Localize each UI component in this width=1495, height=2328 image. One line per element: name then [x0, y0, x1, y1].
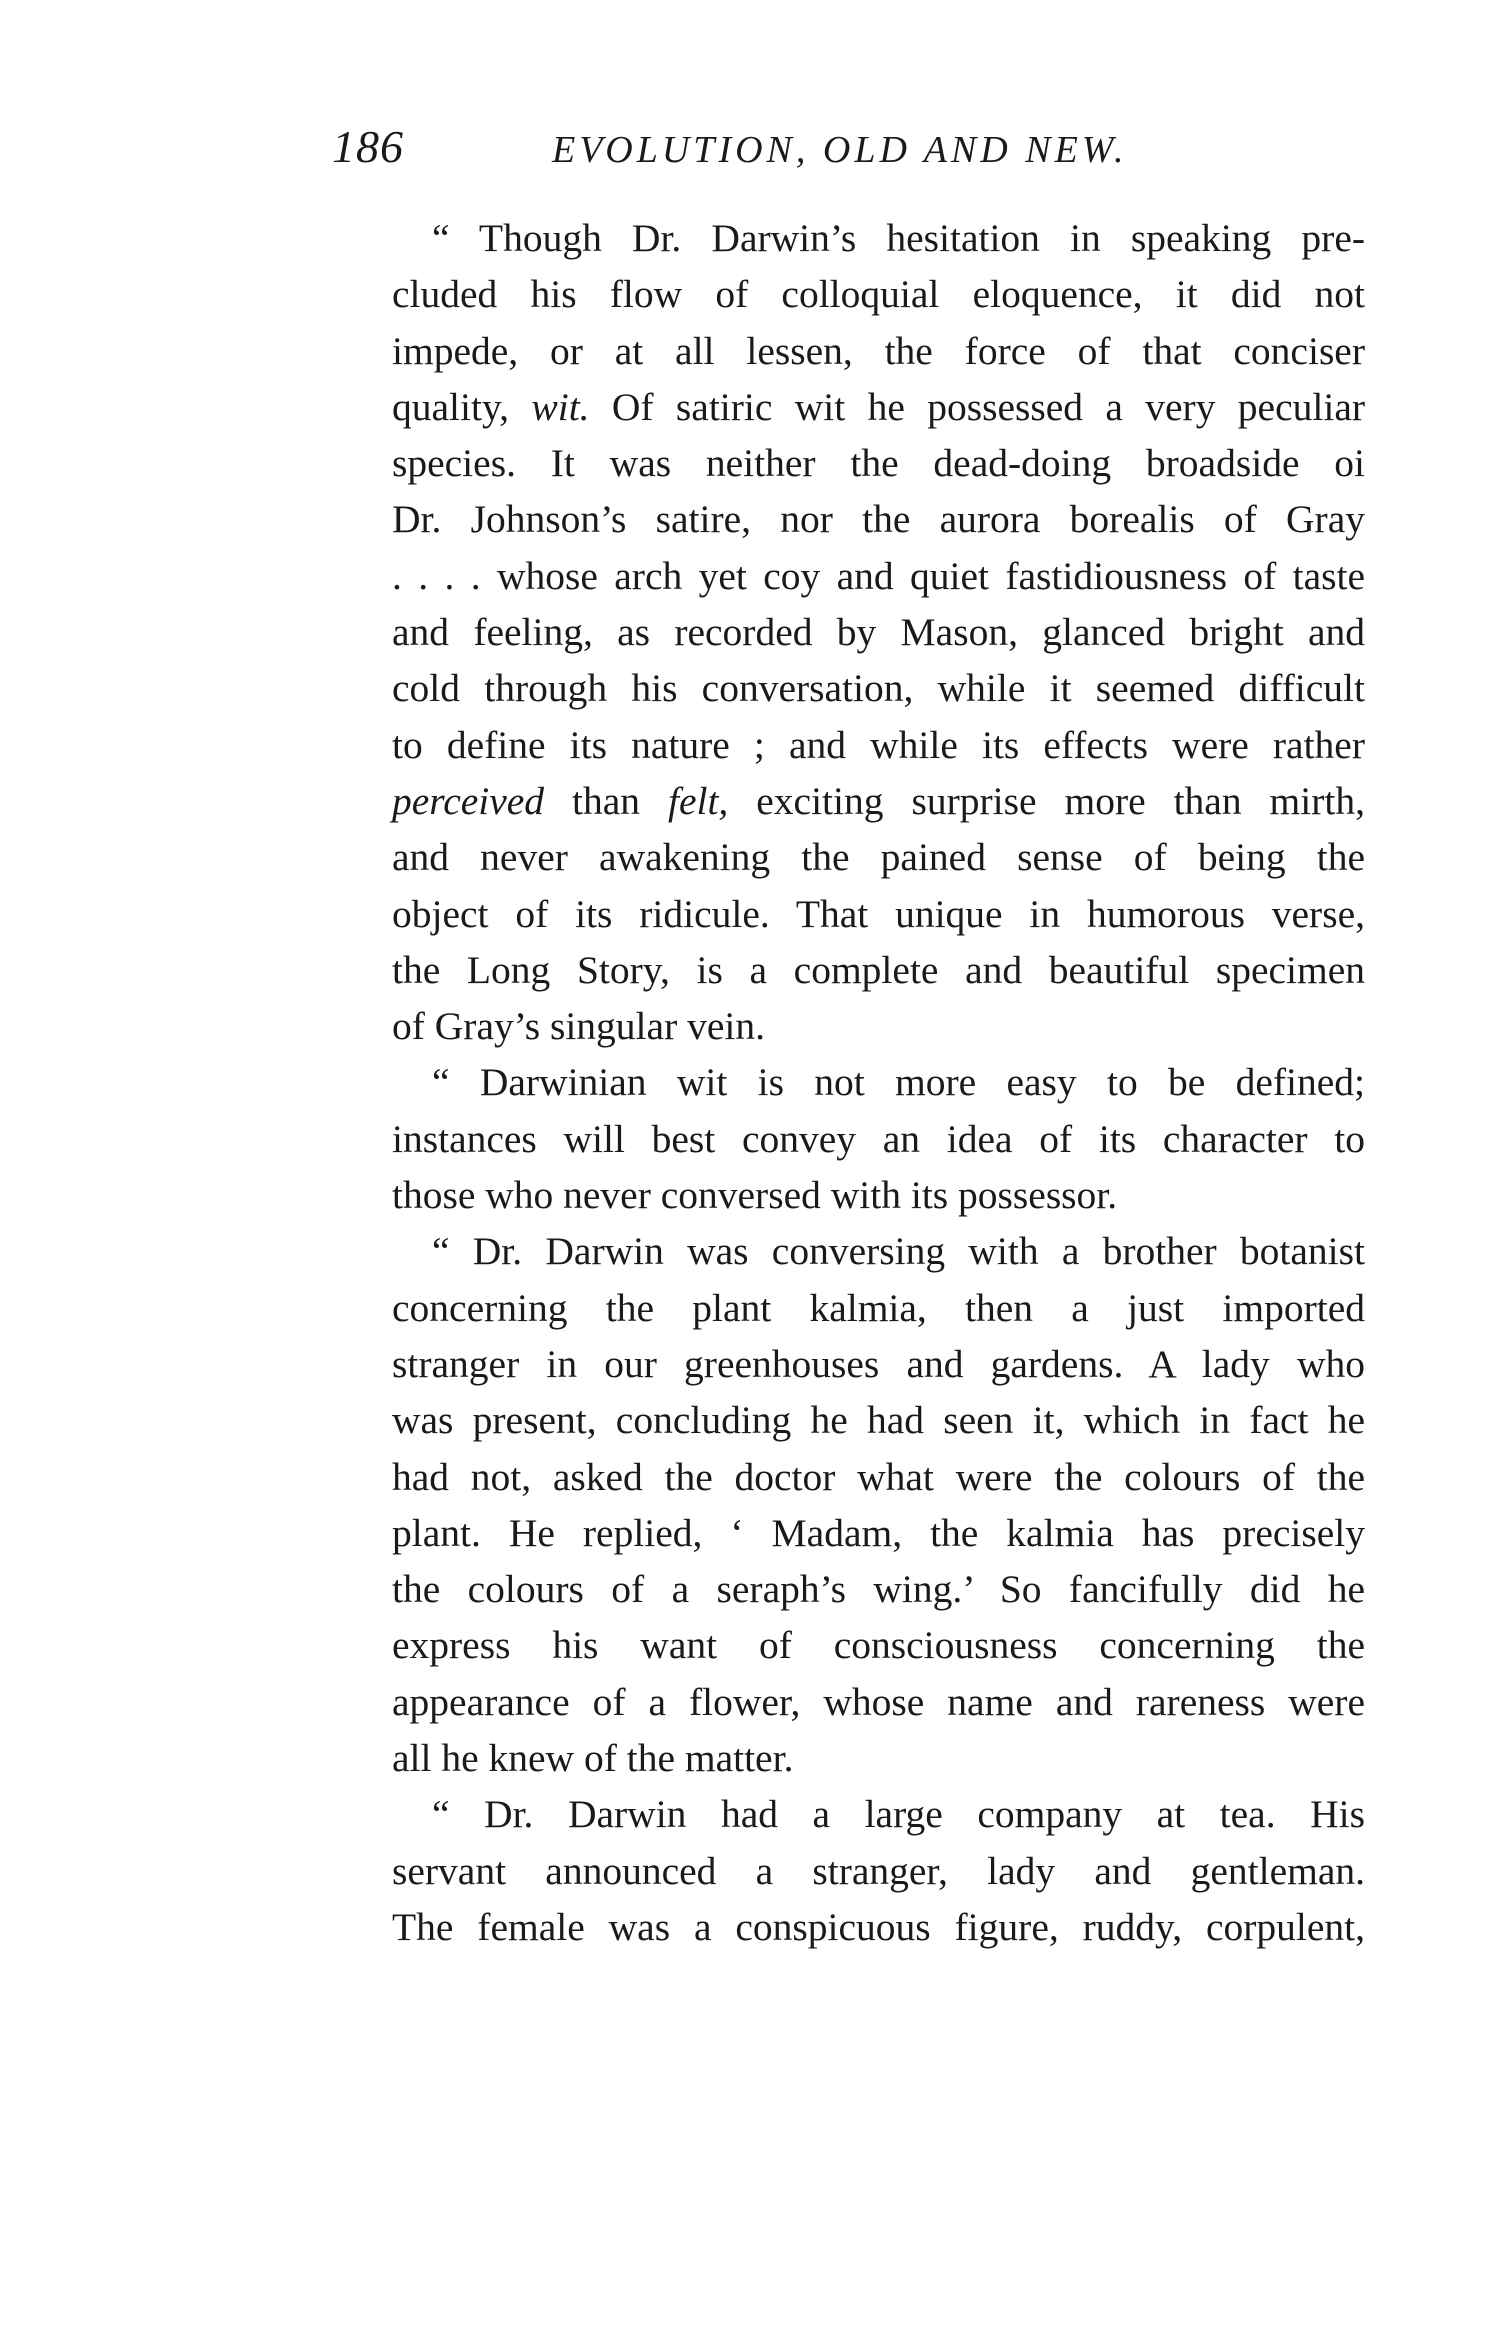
italic-word: perceived: [392, 778, 545, 823]
text-line: to define its nature ; and while its effects were rather: [392, 722, 1365, 767]
text-line: appearance of a flower, whose name and rareness were: [392, 1679, 1365, 1724]
text-segment: Of satiric wit he possessed a very peculiar: [589, 384, 1366, 429]
text-line: cold through his conversation, while it seemed difficult: [392, 666, 1365, 711]
running-title: EVOLUTION, OLD AND NEW.: [552, 129, 1128, 171]
text-line: plant. He replied, ‘ Madam, the kalmia has precisely: [392, 1510, 1365, 1555]
text-line: instances will best convey an idea of its character to: [392, 1116, 1365, 1161]
paragraph-2: [350, 1054, 1365, 1223]
text-line: of Gray’s singular vein.: [392, 1004, 765, 1049]
text-line: the Long Story, is a complete and beautiful specimen: [392, 947, 1365, 992]
text-line: [350, 773, 1365, 829]
text-line: those who never conversed with its possessor.: [392, 1173, 1118, 1218]
text-line: and feeling, as recorded by Mason, glanced bright and: [392, 610, 1365, 655]
paragraph-3: [350, 1223, 1365, 1786]
text-line: Dr. Johnson’s satire, nor the aurora borealis of Gray: [392, 497, 1365, 542]
text-line: was present, concluding he had seen it, which in fact he: [392, 1398, 1365, 1443]
body-text: [350, 210, 1365, 1955]
page-header: [332, 120, 1402, 180]
paragraph-4: [350, 1786, 1365, 1955]
text-line: “ Dr. Darwin had a large company at tea. His: [432, 1792, 1365, 1837]
text-line: and never awakening the pained sense of being the: [392, 835, 1365, 880]
italic-word: felt,: [667, 778, 729, 823]
text-line: species. It was neither the dead-doing broadside oi: [392, 441, 1365, 486]
text-line: “ Darwinian wit is not more easy to be defined;: [432, 1060, 1365, 1105]
text-line: servant announced a stranger, lady and gentleman.: [392, 1848, 1365, 1893]
italic-word: wit.: [531, 384, 590, 429]
text-line: express his want of consciousness concerning the: [392, 1623, 1365, 1668]
text-line: The female was a conspicuous figure, ruddy, corpulent,: [392, 1904, 1365, 1949]
text-line: object of its ridicule. That unique in humorous verse,: [392, 891, 1365, 936]
paragraph-1: [350, 210, 1365, 1054]
text-line: [350, 379, 1365, 435]
text-line: had not, asked the doctor what were the colours of the: [392, 1454, 1365, 1499]
text-line: . . . . whose arch yet coy and quiet fastidiousness of taste: [392, 553, 1365, 598]
page-number: 186: [332, 121, 404, 172]
text-line: impede, or at all lessen, the force of that conciser: [392, 328, 1365, 373]
text-line: stranger in our greenhouses and gardens. A lady who: [392, 1341, 1365, 1386]
text-line: “ Dr. Darwin was conversing with a brother botanist: [432, 1229, 1365, 1274]
text-line: cluded his flow of colloquial eloquence, it did not: [392, 272, 1365, 317]
text-line: all he knew of the matter.: [392, 1736, 794, 1781]
text-segment: quality,: [392, 384, 510, 429]
text-line: “ Though Dr. Darwin’s hesitation in speaking pre-: [432, 216, 1365, 260]
text-segment: than: [544, 778, 668, 823]
text-line: the colours of a seraph’s wing.’ So fancifully did he: [392, 1567, 1365, 1612]
text-line: concerning the plant kalmia, then a just imported: [392, 1285, 1365, 1330]
text-segment: exciting surprise more than mirth,: [728, 778, 1365, 823]
